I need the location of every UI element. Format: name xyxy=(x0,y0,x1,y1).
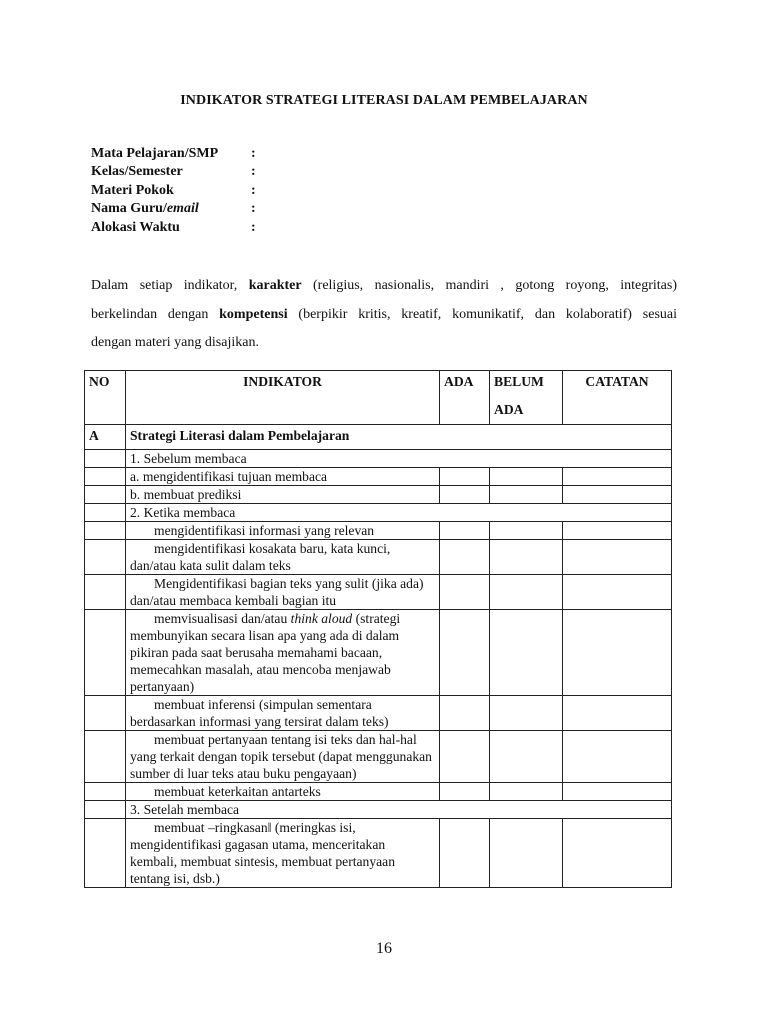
indicator-text: membuat pertanyaan tentang isi teks dan hal-hal yang terkait dengan topik tersebut (dapat menggunakan sumber di luar teks atau buku pengayaan) xyxy=(126,731,440,783)
row-no-cell xyxy=(85,486,126,504)
indicator-row xyxy=(85,522,672,540)
ada-cell[interactable] xyxy=(440,468,490,486)
page-title: INDIKATOR STRATEGI LITERASI DALAM PEMBELAJARAN xyxy=(180,93,588,108)
indicator-text: mengidentifikasi informasi yang relevan xyxy=(126,522,440,540)
ada-cell[interactable] xyxy=(440,522,490,540)
catatan-cell[interactable] xyxy=(563,540,672,575)
indicator-text: memvisualisasi dan/atau think aloud (strategi membunyikan secara lisan apa yang ada di dalam pikiran pada saat berusaha memahami bacaan, memecahkan masalah, atau mencoba menjawab pertanyaan) xyxy=(126,610,440,696)
row-no-cell xyxy=(85,783,126,801)
catatan-cell[interactable] xyxy=(563,522,672,540)
ada-cell[interactable] xyxy=(440,819,490,888)
row-no-cell xyxy=(85,468,126,486)
catatan-cell[interactable] xyxy=(563,819,672,888)
header-catatan: CATATAN xyxy=(563,371,672,425)
meta-colon: : xyxy=(251,146,256,161)
ada-cell[interactable] xyxy=(440,610,490,696)
catatan-cell[interactable] xyxy=(563,468,672,486)
indicator-row xyxy=(85,731,672,783)
indicator-text: 2. Ketika membaca xyxy=(126,504,672,522)
section-no: A xyxy=(85,425,126,450)
belum-ada-cell[interactable] xyxy=(490,522,563,540)
indicator-row xyxy=(85,783,672,801)
ada-cell[interactable] xyxy=(440,783,490,801)
indicator-table xyxy=(84,370,672,888)
subsection-row xyxy=(85,504,672,522)
indicator-row xyxy=(85,819,672,888)
ada-cell[interactable] xyxy=(440,731,490,783)
belum-ada-cell[interactable] xyxy=(490,468,563,486)
ada-cell[interactable] xyxy=(440,486,490,504)
catatan-cell[interactable] xyxy=(563,731,672,783)
indicator-text: b. membuat prediksi xyxy=(126,486,440,504)
belum-ada-cell[interactable] xyxy=(490,696,563,731)
ada-cell[interactable] xyxy=(440,575,490,610)
row-no-cell xyxy=(85,504,126,522)
section-label: Strategi Literasi dalam Pembelajaran xyxy=(126,425,672,450)
meta-row-teacher xyxy=(91,200,271,218)
indicator-row xyxy=(85,610,672,696)
row-no-cell xyxy=(85,575,126,610)
meta-row-time xyxy=(91,219,271,237)
belum-ada-cell[interactable] xyxy=(490,540,563,575)
indicator-text: membuat inferensi (simpulan sementara berdasarkan informasi yang tersirat dalam teks) xyxy=(126,696,440,731)
header-indikator: INDIKATOR xyxy=(126,371,440,425)
meta-colon: : xyxy=(251,182,256,198)
header-ada: ADA xyxy=(440,371,490,425)
meta-colon: : xyxy=(251,219,256,235)
row-no-cell xyxy=(85,801,126,819)
belum-ada-cell[interactable] xyxy=(490,575,563,610)
meta-label: Nama Guru/email xyxy=(91,201,199,217)
belum-ada-cell[interactable] xyxy=(490,819,563,888)
ada-cell[interactable] xyxy=(440,540,490,575)
catatan-cell[interactable] xyxy=(563,610,672,696)
row-no-cell xyxy=(85,450,126,468)
indicator-row xyxy=(85,486,672,504)
belum-ada-cell[interactable] xyxy=(490,486,563,504)
subsection-row xyxy=(85,801,672,819)
indicator-text: Mengidentifikasi bagian teks yang sulit (jika ada) dan/atau membaca kembali bagian itu xyxy=(126,575,440,610)
row-no-cell xyxy=(85,540,126,575)
indicator-text: mengidentifikasi kosakata baru, kata kunci, dan/atau kata sulit dalam teks xyxy=(126,540,440,575)
meta-row-topic xyxy=(91,182,271,200)
section-row xyxy=(85,425,672,450)
catatan-cell[interactable] xyxy=(563,575,672,610)
indicator-row xyxy=(85,696,672,731)
intro-line: berkelindan dengan kompetensi (berpikir kritis, kreatif, komunikatif, dan kolaboratif) sesuai xyxy=(91,306,677,322)
meta-label: Kelas/Semester xyxy=(91,164,183,180)
meta-row-subject xyxy=(91,145,271,163)
indicator-text: 3. Setelah membaca xyxy=(126,801,672,819)
meta-row-class xyxy=(91,163,271,181)
meta-colon: : xyxy=(251,201,256,217)
table-header-row xyxy=(85,371,672,425)
catatan-cell[interactable] xyxy=(563,783,672,801)
indicator-row xyxy=(85,468,672,486)
indicator-text: a. mengidentifikasi tujuan membaca xyxy=(126,468,440,486)
catatan-cell[interactable] xyxy=(563,486,672,504)
intro-line: dengan materi yang disajikan. xyxy=(91,335,259,350)
identity-fields xyxy=(91,145,271,237)
belum-ada-cell[interactable] xyxy=(490,783,563,801)
page-number: 16 xyxy=(376,940,392,957)
meta-colon: : xyxy=(251,164,256,180)
meta-label: Alokasi Waktu xyxy=(91,219,180,235)
belum-ada-cell[interactable] xyxy=(490,610,563,696)
intro-line: Dalam setiap indikator, karakter (religius, nasionalis, mandiri , gotong royong, integritas) xyxy=(91,278,677,293)
header-belum-ada: BELUM ADA xyxy=(490,371,563,425)
subsection-row xyxy=(85,450,672,468)
row-no-cell xyxy=(85,610,126,696)
indicator-row xyxy=(85,540,672,575)
meta-label: Materi Pokok xyxy=(91,182,174,198)
header-no: NO xyxy=(85,371,126,425)
indicator-row xyxy=(85,575,672,610)
catatan-cell[interactable] xyxy=(563,696,672,731)
indicator-text: 1. Sebelum membaca xyxy=(126,450,672,468)
indicator-text: membuat keterkaitan antarteks xyxy=(126,783,440,801)
belum-ada-cell[interactable] xyxy=(490,731,563,783)
row-no-cell xyxy=(85,522,126,540)
ada-cell[interactable] xyxy=(440,696,490,731)
row-no-cell xyxy=(85,731,126,783)
indicator-text: membuat –ringkasan‖ (meringkas isi, mengidentifikasi gagasan utama, menceritakan kembali, membuat sintesis, membuat pertanyaan tentang isi, dsb.) xyxy=(126,819,440,888)
intro-paragraph xyxy=(91,272,677,358)
row-no-cell xyxy=(85,696,126,731)
row-no-cell xyxy=(85,819,126,888)
meta-label: Mata Pelajaran/SMP xyxy=(91,146,219,161)
